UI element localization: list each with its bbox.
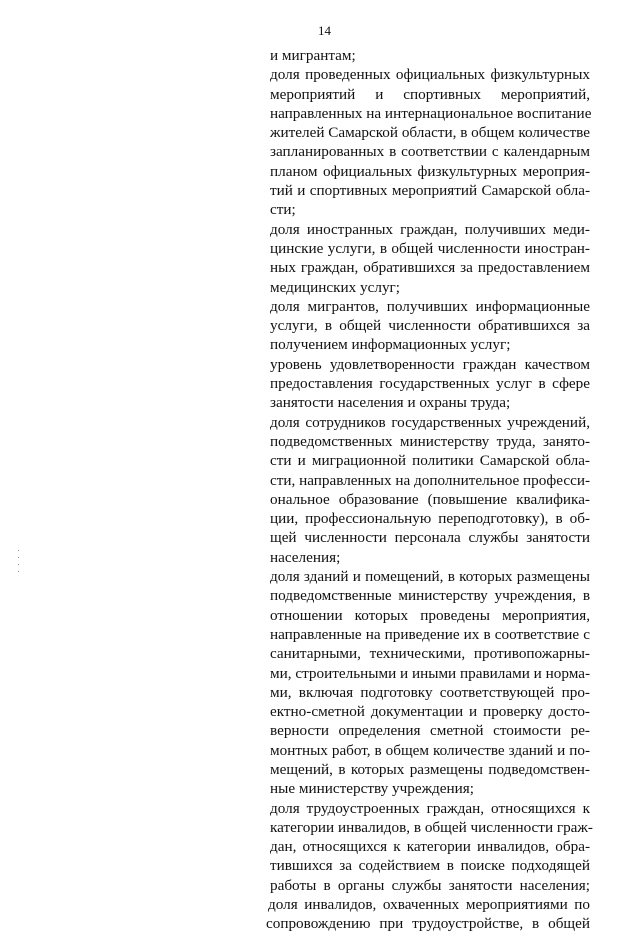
text-line: доля зданий и помещений, в которых размещены (270, 568, 590, 586)
page-number: 14 (318, 23, 331, 38)
text-line: мещений, в которых размещены подведомствен- (270, 760, 590, 778)
text-line: направленные на приведение их в соответствие с (270, 625, 590, 643)
text-line: доля проведенных официальных физкультурных (270, 66, 590, 84)
text-line: отношении которых проведены мероприятия, (270, 606, 590, 624)
text-line: занятости населения и охраны труда; (270, 394, 511, 412)
text-line: мероприятий и спортивных мероприятий, (270, 85, 590, 103)
text-line: подведомственные министерству учреждения, в (270, 587, 590, 605)
text-line: санитарными, техническими, противопожарны- (270, 645, 590, 663)
text-line: ми, строительными и иными правилами и норма- (270, 664, 590, 682)
text-line: категории инвалидов, в общей численности граж- (270, 818, 593, 836)
text-line: тившихся за содействием в поиске подходящей (270, 857, 590, 875)
text-line: ции, профессиональную переподготовку), в об- (270, 510, 590, 528)
text-line: работы в органы службы занятости населения; (270, 876, 590, 894)
text-line: предоставления государственных услуг в сфере (270, 375, 590, 393)
text-line: дан, относящихся к категории инвалидов, обра- (270, 838, 590, 856)
text-line: и мигрантам; (270, 47, 356, 64)
text-line: запланированных в соответствии с календарным (270, 143, 590, 161)
text-line: доля инвалидов, охваченных мероприятиями по (268, 896, 590, 914)
text-line: верности определения сметной стоимости ре- (270, 722, 590, 740)
text-line: сти, направленных на дополнительное професси- (270, 471, 590, 489)
text-line: ональное образование (повышение квалифика- (270, 490, 590, 508)
text-line: тий и спортивных мероприятий Самарской обла- (270, 182, 590, 200)
document-body (266, 46, 593, 934)
text-line: доля мигрантов, получивших информационные (270, 297, 590, 315)
text-line: ми, включая подготовку соответствующей про- (270, 683, 590, 701)
text-line: сти и миграционной политики Самарской обла- (270, 452, 590, 470)
text-line: подведомственных министерству труда, занято- (270, 432, 590, 450)
text-line: планом официальных физкультурных мероприя- (270, 162, 590, 180)
text-line: доля трудоустроенных граждан, относящихся к (270, 799, 590, 817)
text-line: сопровождению при трудоустройстве, в общей (266, 915, 590, 933)
text-line: направленных на интернациональное воспитание (270, 104, 592, 122)
text-line: цинские услуги, в общей численности иностран- (270, 239, 590, 257)
text-line: доля иностранных граждан, получивших меди- (270, 220, 590, 238)
text-line: сти; (270, 201, 296, 219)
text-line: жителей Самарской области, в общем количестве (270, 124, 590, 142)
text-line: щей численности персонала службы занятости (270, 529, 590, 547)
text-line: монтных работ, в общем количестве зданий и по- (270, 741, 590, 759)
text-line: медицинских услуг; (270, 278, 400, 296)
text-line: населения; (270, 548, 341, 566)
text-line: уровень удовлетворенности граждан качеством (270, 355, 590, 373)
text-line: услуги, в общей численности обратившихся за (270, 317, 590, 335)
text-line: доля сотрудников государственных учреждений, (270, 413, 590, 431)
scan-margin-marks (18, 550, 20, 580)
text-line: получением информационных услуг; (270, 336, 511, 354)
text-line: ных граждан, обратившихся за предоставлением (270, 259, 590, 277)
text-line: ектно-сметной документации и проверку досто- (270, 703, 590, 721)
text-line: ные министерству учреждения; (270, 780, 474, 798)
